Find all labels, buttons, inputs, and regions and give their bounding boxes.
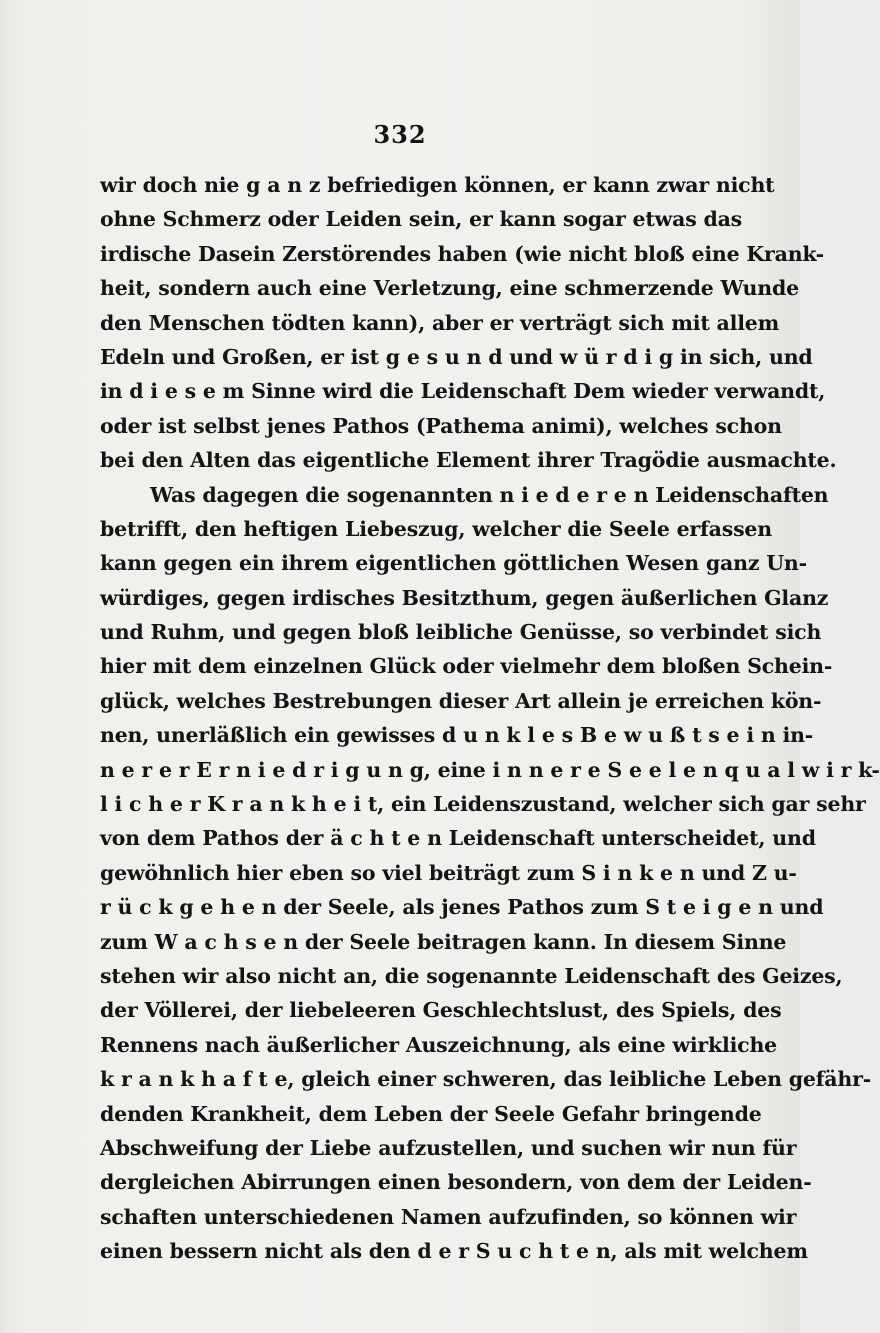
text-line: n e r e r E r n i e d r i g u n g, eine i n n e r e S e e l e n q u a l w i r k-	[100, 757, 880, 782]
text-line: l i c h e r K r a n k h e i t, ein Leidenszustand, welcher sich gar sehr	[100, 792, 866, 817]
text-line: k r a n k h a f t e, gleich einer schweren, das leibliche Leben gefähr-	[100, 1067, 872, 1092]
page-number: 332	[373, 120, 427, 149]
text-line: in d i e s e m Sinne wird die Leidenschaft Dem wieder verwandt,	[100, 379, 826, 404]
text-line: würdiges, gegen irdisches Besitzthum, gegen äußerlichen Glanz	[100, 585, 829, 610]
text-line: und Ruhm, und gegen bloß leibliche Genüsse, so verbindet sich	[100, 620, 822, 645]
text-line: von dem Pathos der ä c h t e n Leidenschaft unterscheidet, und	[100, 826, 816, 851]
text-line: kann gegen ein ihrem eigentlichen göttlichen Wesen ganz Un-	[100, 551, 807, 576]
text-line: heit, sondern auch eine Verletzung, eine schmerzende Wunde	[100, 276, 799, 301]
text-line: Abschweifung der Liebe aufzustellen, und suchen wir nun für	[100, 1135, 797, 1160]
text-line: wir doch nie g a n z befriedigen können, er kann zwar nicht	[100, 173, 775, 197]
text-line: schaften unterschiedenen Namen aufzufinden, so können wir	[100, 1204, 797, 1229]
text-line: Was dagegen die sogenannten n i e d e r e n Leidenschaften	[150, 482, 829, 507]
text-line: der Völlerei, der liebeleeren Geschlechtslust, des Spiels, des	[100, 998, 782, 1023]
text-line: bei den Alten das eigentliche Element ihrer Tragödie ausmachte.	[100, 448, 837, 473]
text-line: stehen wir also nicht an, die sogenannte Leidenschaft des Geizes,	[100, 963, 843, 988]
text-line: Rennens nach äußerlicher Auszeichnung, als eine wirkliche	[100, 1032, 778, 1057]
text-line: r ü c k g e h e n der Seele, als jenes Pathos zum S t e i g e n und	[100, 895, 824, 920]
text-line: gewöhnlich hier eben so viel beiträgt zum S i n k e n und Z u-	[100, 860, 797, 885]
text-line: nen, unerläßlich ein gewisses d u n k l e s B e w u ß t s e i n in-	[100, 723, 814, 748]
text-line: betrifft, den heftigen Liebeszug, welcher die Seele erfassen	[100, 516, 772, 541]
text-line: ohne Schmerz oder Leiden sein, er kann sogar etwas das	[100, 207, 743, 232]
text-line: hier mit dem einzelnen Glück oder vielmehr dem bloßen Schein-	[100, 654, 833, 679]
text-line: denden Krankheit, dem Leben der Seele Gefahr bringende	[100, 1101, 762, 1126]
text-line: den Menschen tödten kann), aber er verträgt sich mit allem	[100, 310, 780, 335]
text-line: einen bessern nicht als den d e r S u c h t e n, als mit welchem	[100, 1239, 808, 1264]
text-line: glück, welches Bestrebungen dieser Art allein je erreichen kön-	[100, 688, 822, 713]
body-text	[100, 168, 880, 1269]
text-line: oder ist selbst jenes Pathos (Pathema animi), welches schon	[100, 413, 782, 438]
text-line: dergleichen Abirrungen einen besondern, von dem der Leiden-	[100, 1170, 812, 1195]
text-line: Edeln und Großen, er ist g e s u n d und w ü r d i g in sich, und	[100, 344, 813, 369]
text-line: zum W a c h s e n der Seele beitragen kann. In diesem Sinne	[100, 929, 787, 954]
text-line: irdische Dasein Zerstörendes haben (wie nicht bloß eine Krank-	[100, 241, 824, 266]
